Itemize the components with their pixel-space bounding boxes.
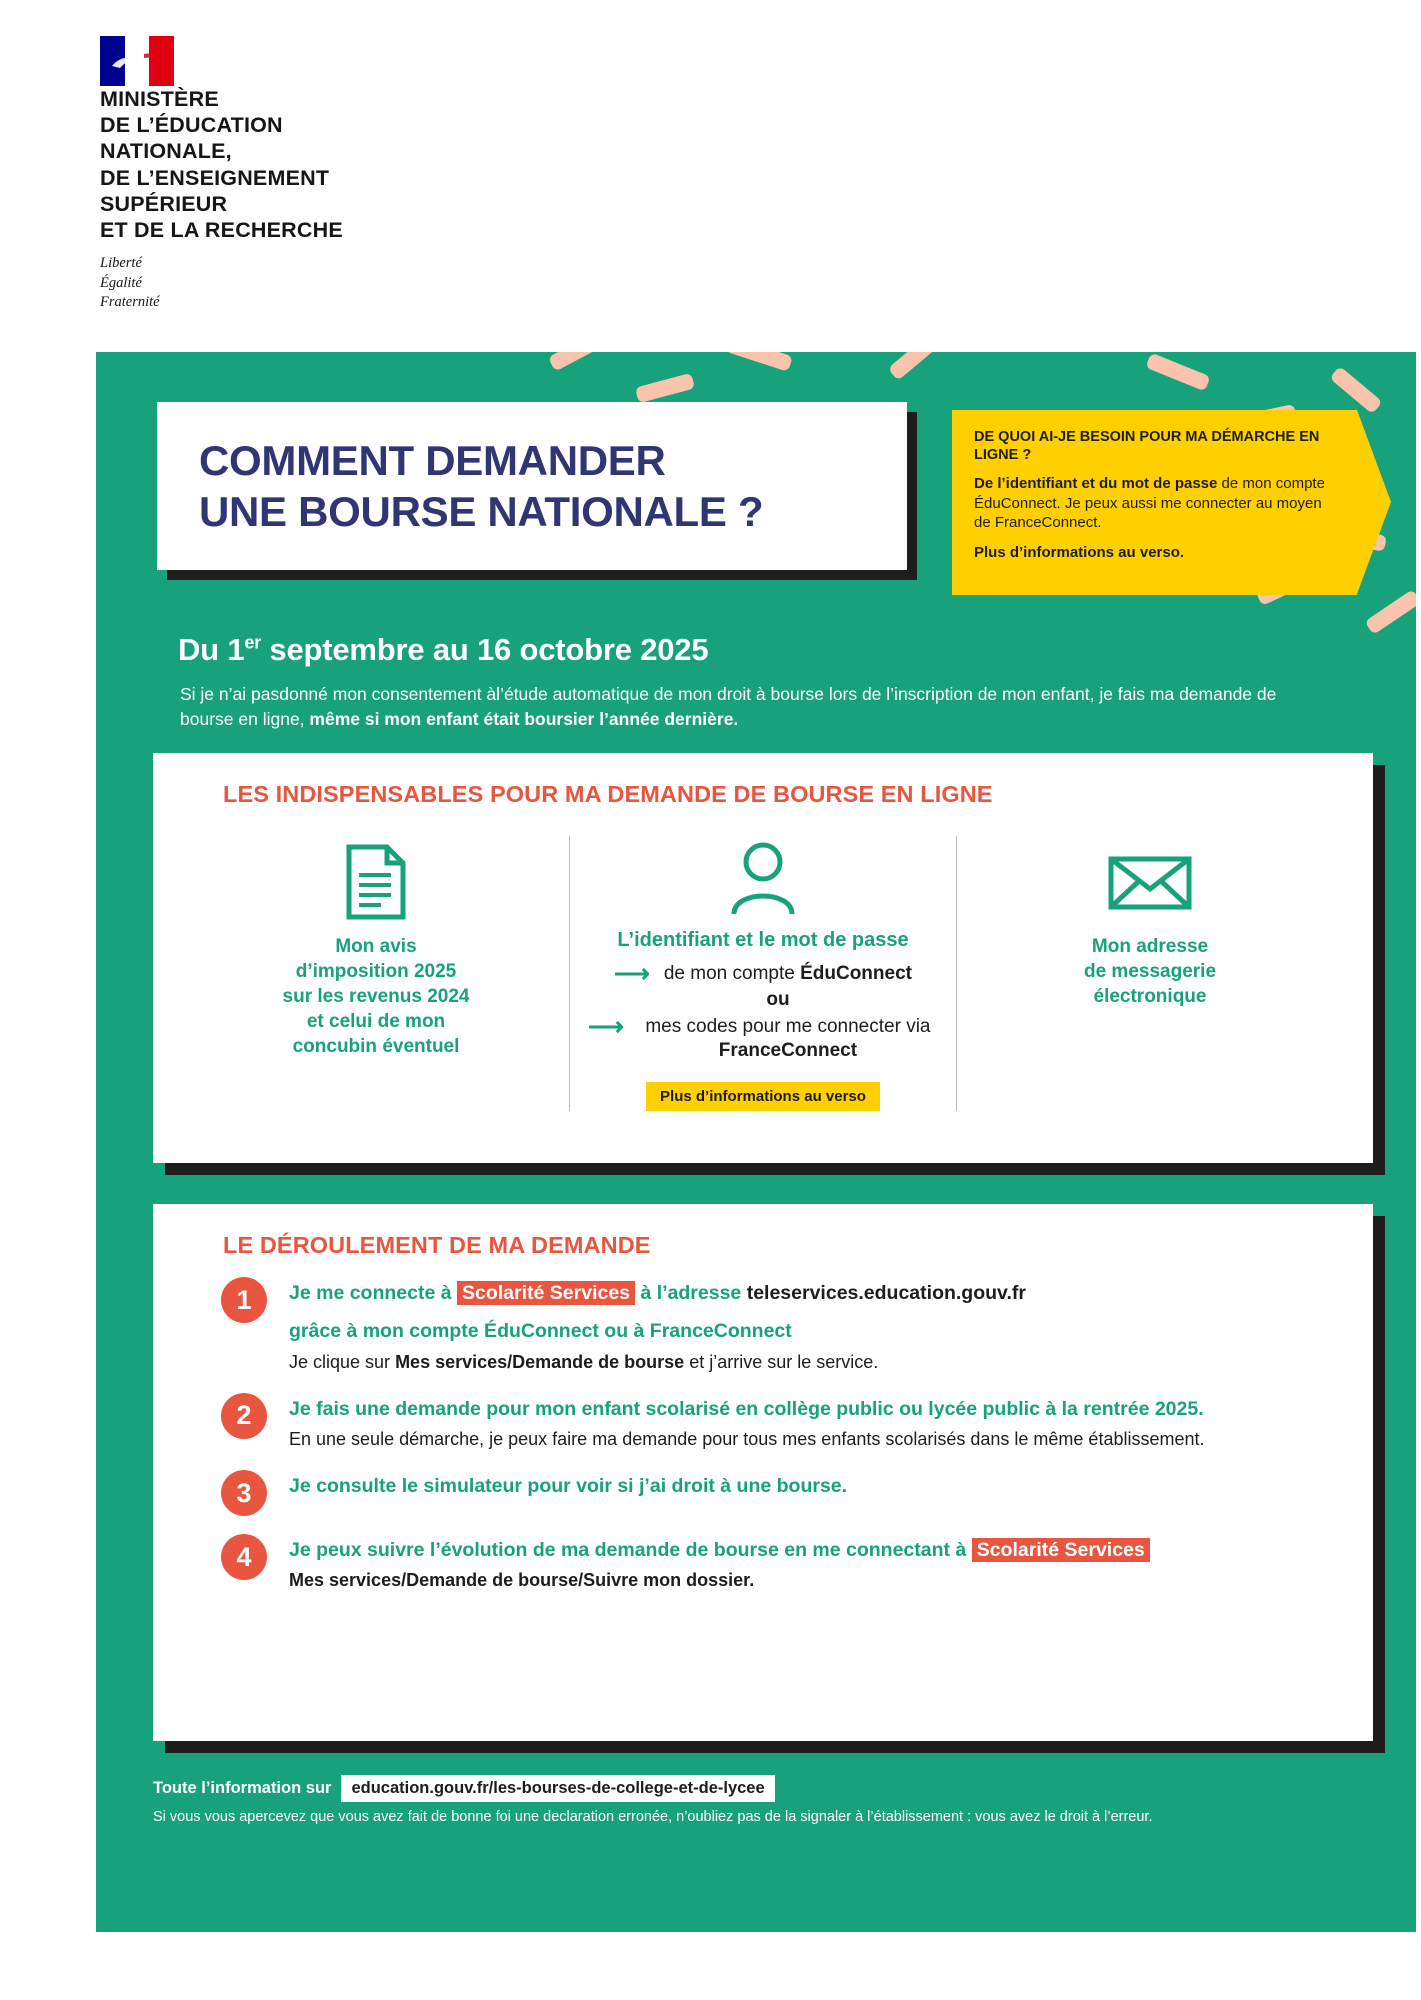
footer-note: Si vous vous apercevez que vous avez fait de bonne foi une declaration erronée, n’oubliez pas de la signaler à l’établissement : vous avez le droit à l’erreur. xyxy=(153,1809,1153,1825)
deroulement-title: LE DÉROULEMENT DE MA DEMANDE xyxy=(223,1232,651,1258)
ministry-name: MINISTÈRE DE L’ÉDUCATION NATIONALE, DE L’ENSEIGNEMENT SUPÉRIEUR ET DE LA RECHERCHE xyxy=(100,87,343,243)
step-1-heading xyxy=(289,1279,1343,1346)
step-2-heading: Je fais une demande pour mon enfant scolarisé en collège public ou lycée public à la rentrée 2025. xyxy=(289,1397,1204,1420)
french-flag-logo xyxy=(100,36,174,86)
callout-more-info xyxy=(974,543,1327,563)
date-range xyxy=(178,632,708,668)
indispensables-or-label: ou xyxy=(766,988,790,1010)
confetti-decoration xyxy=(548,352,610,372)
step-1-url[interactable]: teleservices.education.gouv.fr xyxy=(746,1282,1026,1304)
confetti-decoration xyxy=(888,352,943,381)
document-icon xyxy=(345,836,407,928)
callout-body-rest: de mon compte ÉduConnect. Je peux aussi me connecter au moyen de FranceConnect. xyxy=(974,475,1325,532)
step-4-sub-bold: Mes services/Demande de bourse/Suivre mon dossier. xyxy=(289,1570,755,1591)
step-4-sub xyxy=(289,1568,1343,1593)
indispensables-option-franceconnect xyxy=(588,1012,938,1064)
indispensables-column-email xyxy=(956,836,1343,1111)
step-1-head-p3: grâce à mon compte ÉduConnect ou à FranceConnect xyxy=(289,1320,792,1343)
user-icon xyxy=(728,836,798,923)
indispensables-title: LES INDISPENSABLES POUR MA DEMANDE DE BOURSE EN LIGNE xyxy=(223,781,993,807)
motto-fraternite: Fraternité xyxy=(100,293,160,310)
indispensables-col1-text: Mon avis d’imposition 2025 sur les revenus 2024 et celui de mon concubin éventuel xyxy=(282,936,470,1058)
step-3 xyxy=(183,1470,1343,1516)
step-4 xyxy=(183,1534,1343,1593)
step-number: 2 xyxy=(221,1393,267,1439)
step-1-highlight: Scolarité Services xyxy=(457,1281,635,1305)
step-2 xyxy=(183,1393,1343,1452)
date-suffix: septembre au 16 octobre 2025 xyxy=(261,632,709,667)
option2-bold: FranceConnect xyxy=(718,1040,858,1062)
step-number: 4 xyxy=(221,1534,267,1580)
indispensables-option-educonnect xyxy=(614,959,912,988)
indispensables-card xyxy=(153,753,1373,1163)
arrow-right-icon: ⟶ xyxy=(614,959,650,988)
confetti-decoration xyxy=(635,373,695,403)
step-number: 3 xyxy=(221,1470,267,1516)
marianne-icon xyxy=(100,36,174,86)
option1-bold: ÉduConnect xyxy=(800,963,912,985)
more-info-tag: Plus d’informations au verso xyxy=(646,1082,880,1111)
poster-title-card xyxy=(157,402,907,570)
step-4-head-p1: Je peux suivre l’évolution de ma demande de bourse en me connectant à xyxy=(289,1539,972,1562)
page-title-line1: COMMENT DEMANDER xyxy=(199,436,666,484)
indispensables-column-document xyxy=(183,836,569,1111)
confetti-decoration xyxy=(1364,589,1416,635)
intro-text: Si je n’ai pasdonné mon consentement àl’étude automatique de mon droit à bourse lors de l’inscription de mon enfant, je fais ma demande de bourse en ligne, xyxy=(180,684,1277,729)
deroulement-card xyxy=(153,1204,1373,1741)
step-1-head-p2: à l’adresse xyxy=(635,1282,747,1304)
footer-info-line xyxy=(153,1775,1383,1802)
option2-prefix: mes codes pour me connecter via xyxy=(645,1015,931,1037)
step-2-sub: En une seule démarche, je peux faire ma demande pour tous mes enfants scolarisés dans le même établissement. xyxy=(289,1428,1205,1449)
page-title-line2: UNE BOURSE NATIONALE ? xyxy=(199,488,764,535)
option1-prefix: de mon compte xyxy=(663,963,801,985)
motto-liberte: Liberté xyxy=(100,255,142,272)
ministry-header xyxy=(100,36,460,312)
step-1-sub-p2: et j’arrive sur le service. xyxy=(684,1351,879,1372)
date-prefix: Du 1 xyxy=(178,632,245,667)
option2-text xyxy=(638,1015,938,1064)
republic-motto xyxy=(100,254,460,312)
date-sup: er xyxy=(244,632,262,653)
step-1-head-p1: Je me connecte à xyxy=(289,1282,457,1304)
callout-body-bold: De l’identifiant et du mot de passe xyxy=(974,475,1218,493)
motto-egalite: Égalité xyxy=(100,274,142,291)
confetti-decoration xyxy=(725,352,793,372)
indispensables-column-account xyxy=(569,836,956,1111)
callout-more-text: Plus d’informations au verso. xyxy=(974,543,1185,561)
callout-needs xyxy=(952,410,1352,595)
step-1-sub-bold: Mes services/Demande de bourse xyxy=(395,1351,685,1372)
step-1-sub xyxy=(289,1350,1343,1375)
arrow-right-icon: ⟶ xyxy=(588,1012,624,1041)
indispensables-col2-title: L’identifiant et le mot de passe xyxy=(617,928,909,951)
indispensables-col3-text: Mon adresse de messagerie électronique xyxy=(1083,936,1217,1008)
confetti-decoration xyxy=(1329,366,1382,414)
confetti-decoration xyxy=(1145,353,1210,392)
step-number: 1 xyxy=(221,1277,267,1323)
footer-label: Toute l’information sur xyxy=(153,1779,332,1797)
footer-url[interactable]: education.gouv.fr/les-bourses-de-college-et-de-lycee xyxy=(341,1775,774,1802)
step-1-sub-p1: Je clique sur xyxy=(289,1351,396,1372)
intro-paragraph xyxy=(180,682,1300,732)
step-1 xyxy=(183,1277,1343,1375)
step-4-heading xyxy=(289,1536,1343,1564)
callout-heading: DE QUOI AI-JE BESOIN POUR MA DÉMARCHE EN LIGNE ? xyxy=(974,429,1320,464)
intro-bold: même si mon enfant était boursier l’année dernière. xyxy=(309,708,739,729)
callout-arrow-shape xyxy=(1357,410,1391,594)
option1-text xyxy=(664,963,912,985)
callout-body-text xyxy=(974,474,1327,533)
step-4-highlight: Scolarité Services xyxy=(972,1538,1150,1562)
step-3-heading: Je consulte le simulateur pour voir si j’ai droit à une bourse. xyxy=(289,1475,848,1498)
envelope-icon xyxy=(1107,836,1193,928)
